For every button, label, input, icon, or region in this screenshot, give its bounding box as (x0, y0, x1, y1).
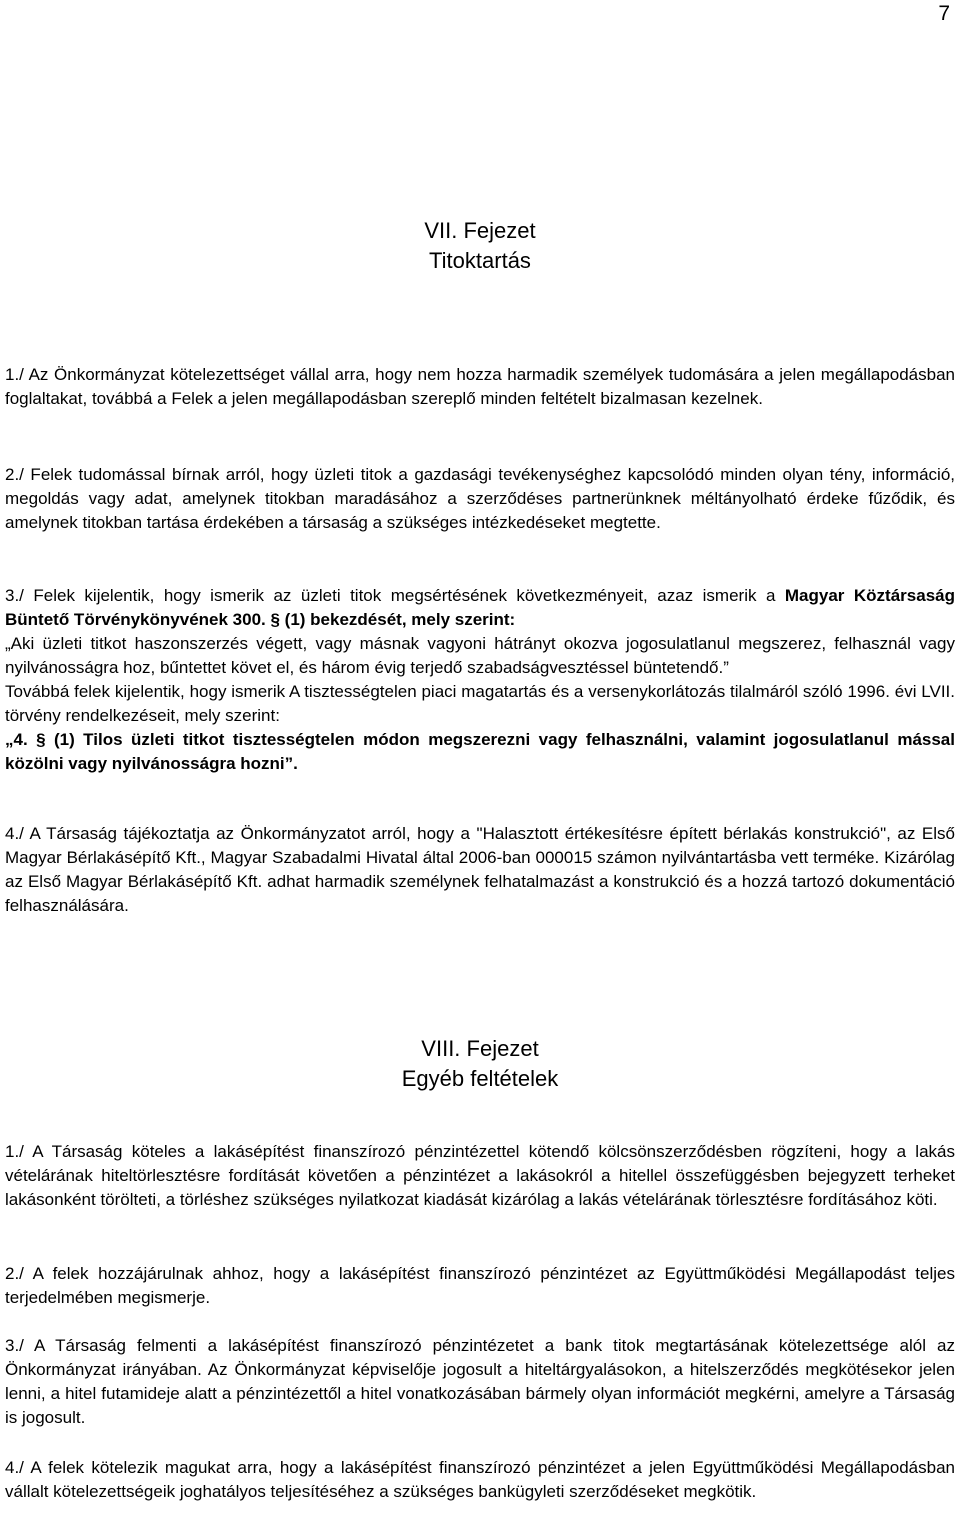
ch8-paragraph-2: 2./ A felek hozzájárulnak ahhoz, hogy a lakásépítést finanszírozó pénzintézet az Együttműködési Megállapodást teljes terjedelmében megismerje. (5, 1264, 955, 1307)
ch8-paragraph-1: 1./ A Társaság köteles a lakásépítést finanszírozó pénzintézettel kötendő kölcsönszerződésben rögzíteni, hogy a lakás vételárának hiteltörlesztésre fordítását követően a pénzintézet a lakásokról a hitellel összefüggésben bejegyzett terheket lakásonként törölteti, a törléshez szükséges nyilatkozat kiadását kizárólag a lakás vételárának törlesztésre fordításához köti. (5, 1142, 955, 1209)
chapter-7-number: VII. Fejezet (424, 218, 536, 243)
ch7-p3-quote: „Aki üzleti titkot haszonszerzés végett, vagy másnak vagyoni hátrányt okozva jogosulatlanul megszerez, felhasznál vagy nyilvánosságra hoz, bűntettet követ el, és három évig terjedő szabadságvesztéssel büntetendő.” (5, 634, 955, 677)
ch7-p3-section: § (1) bekezdését, mely szerint: (265, 610, 516, 629)
ch7-paragraph-4: 4./ A Társaság tájékoztatja az Önkormányzatot arról, hogy a "Halasztott értékesítésre épített bérlakás konstrukció", az Első Magyar Bérlakásépítő Kft., Magyar Szabadalmi Hivatal által 2006-ban 000015 számon nyilvántartásba vett terméke. Kizárólag az Első Magyar Bérlakásépítő Kft. adhat harmadik személynek felhatalmazást a konstrukció és a hozzá tartozó dokumentáció felhasználására. (5, 824, 955, 915)
ch7-paragraph-1: 1./ Az Önkormányzat kötelezettséget vállal arra, hogy nem hozza harmadik személyek tudomására a jelen megállapodásban foglaltakat, továbbá a Felek a jelen megállapodásban szereplő minden feltételt bizalmasan kezelnek. (5, 365, 955, 408)
chapter-8-title: Egyéb feltételek (401, 1066, 559, 1091)
chapter-7-title: Titoktartás (429, 248, 531, 273)
ch7-p3-law: Magyar Köztársaság Büntető Törvénykönyvének 300. (5, 586, 955, 629)
ch7-paragraph-3 (5, 584, 955, 776)
chapter-7-heading (0, 216, 960, 276)
chapter-8-number: VIII. Fejezet (421, 1036, 539, 1061)
page-number: 7 (938, 2, 950, 25)
ch8-paragraph-3: 3./ A Társaság felmenti a lakásépítést finanszírozó pénzintézetet a bank titok megtartásának kötelezettsége alól az Önkormányzat irányában. Az Önkormányzat képviselője jogosult a hiteltárgyalásokon, a hitelszerződés megkötésekor jelen lenni, a hitel futamideje alatt a pénzintézettől a hitel vonatkozásában bármely olyan információt megkérni, amelyre a Társaság is jogosult. (5, 1336, 955, 1427)
ch7-p3-quote-bold: „4. § (1) Tilos üzleti titkot tisztességtelen módon megszerezni vagy felhasználni, valamint jogosulatlanul mással közölni vagy nyilvánosságra hozni”. (5, 730, 955, 773)
chapter-8-heading (0, 1034, 960, 1094)
ch7-paragraph-2: 2./ Felek tudomással bírnak arról, hogy üzleti titok a gazdasági tevékenységhez kapcsolódó minden olyan tény, információ, megoldás vagy adat, amelynek titokban maradásához a szerződéses partnerünknek méltányolható érdeke fűződik, és amelynek titokban tartása érdekében a társaság a szükséges intézkedéseket megtette. (5, 465, 955, 532)
ch7-p3-further: Továbbá felek kijelentik, hogy ismerik A tisztességtelen piaci magatartás és a versenykorlátozás tilalmáról szóló 1996. évi LVII. törvény rendelkezéseit, mely szerint: (5, 682, 955, 725)
ch7-p3-intro: 3./ Felek kijelentik, hogy ismerik az üzleti titok megsértésének következményeit, azaz ismerik a (5, 586, 776, 605)
ch8-paragraph-4: 4./ A felek kötelezik magukat arra, hogy a lakásépítést finanszírozó pénzintézet a jelen Együttműködési Megállapodásban vállalt kötelezettségeik joghatályos teljesítéséhez a szükséges bankügyleti szerződéseket megkötik. (5, 1458, 955, 1501)
